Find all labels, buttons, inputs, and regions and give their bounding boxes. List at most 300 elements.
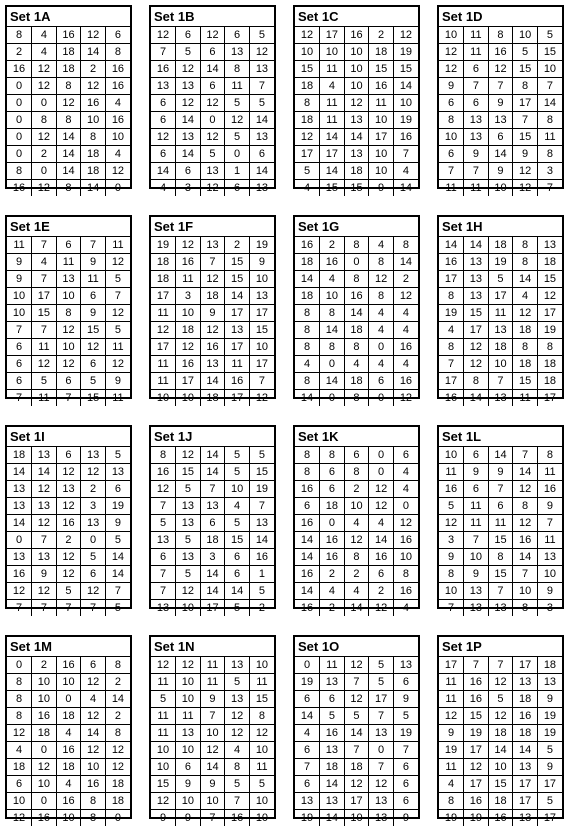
set-box (437, 425, 564, 609)
table-cell: 2 (32, 146, 57, 163)
table-cell: 17 (439, 373, 464, 390)
table-row (295, 390, 418, 407)
table-row (7, 339, 130, 356)
table-cell: 5 (151, 691, 176, 708)
table-cell: 13 (225, 322, 250, 339)
table-cell: 10 (32, 691, 57, 708)
table-row (7, 742, 130, 759)
table-cell: 6 (105, 481, 130, 498)
set-box (293, 5, 420, 189)
table-cell: 5 (225, 95, 250, 112)
table-cell: 14 (105, 549, 130, 566)
table-cell: 9 (393, 691, 418, 708)
table-cell: 8 (344, 390, 369, 407)
table-cell: 0 (7, 657, 32, 674)
table-cell: 14 (369, 532, 394, 549)
table-cell: 13 (488, 322, 513, 339)
table-cell: 18 (295, 78, 320, 95)
table-row (439, 691, 562, 708)
table-cell: 0 (105, 810, 130, 826)
table-cell: 14 (200, 464, 225, 481)
table-cell: 8 (439, 112, 464, 129)
table-row (295, 583, 418, 600)
set-values-table (295, 27, 418, 196)
table-cell: 11 (151, 674, 176, 691)
table-cell: 13 (344, 112, 369, 129)
table-cell: 9 (537, 691, 562, 708)
table-cell: 5 (439, 498, 464, 515)
table-row (151, 810, 274, 826)
table-cell: 14 (225, 583, 250, 600)
table-cell: 3 (176, 288, 201, 305)
table-row (439, 742, 562, 759)
table-cell: 16 (320, 725, 345, 742)
table-cell: 11 (320, 95, 345, 112)
table-cell: 4 (320, 78, 345, 95)
table-cell: 16 (295, 566, 320, 583)
table-cell: 5 (344, 708, 369, 725)
table-cell: 19 (249, 481, 274, 498)
table-cell: 14 (295, 583, 320, 600)
table-cell: 6 (81, 356, 106, 373)
set-box (437, 215, 564, 399)
table-cell: 17 (537, 305, 562, 322)
table-cell: 11 (439, 180, 464, 197)
table-cell: 0 (295, 657, 320, 674)
table-row (295, 532, 418, 549)
table-cell: 19 (249, 237, 274, 254)
table-cell: 12 (249, 725, 274, 742)
table-cell: 9 (200, 776, 225, 793)
table-cell: 19 (439, 305, 464, 322)
table-cell: 12 (32, 129, 57, 146)
table-row (7, 112, 130, 129)
table-cell: 14 (320, 373, 345, 390)
table-cell: 13 (320, 742, 345, 759)
table-cell: 4 (56, 776, 81, 793)
table-row (7, 691, 130, 708)
set-title: Set 1H (439, 217, 562, 237)
table-cell: 19 (439, 810, 464, 826)
table-cell: 2 (249, 600, 274, 617)
set-title: Set 1D (439, 7, 562, 27)
table-cell: 8 (56, 112, 81, 129)
table-cell: 8 (513, 600, 538, 617)
table-row (7, 27, 130, 44)
table-cell: 3 (200, 549, 225, 566)
table-cell: 0 (320, 356, 345, 373)
set-title: Set 1B (151, 7, 274, 27)
table-row (151, 288, 274, 305)
table-cell: 1 (249, 566, 274, 583)
table-cell: 9 (176, 776, 201, 793)
table-cell: 5 (105, 532, 130, 549)
table-row (295, 708, 418, 725)
table-row (151, 271, 274, 288)
table-cell: 13 (225, 691, 250, 708)
table-row (439, 112, 562, 129)
table-cell: 6 (320, 691, 345, 708)
table-cell: 0 (32, 793, 57, 810)
table-cell: 11 (7, 237, 32, 254)
table-cell: 10 (176, 600, 201, 617)
table-cell: 14 (464, 390, 489, 407)
table-cell: 10 (151, 390, 176, 407)
table-cell: 16 (56, 657, 81, 674)
table-cell: 16 (320, 254, 345, 271)
table-cell: 8 (488, 549, 513, 566)
table-row (439, 339, 562, 356)
table-cell: 8 (81, 129, 106, 146)
table-cell: 10 (369, 163, 394, 180)
table-cell: 17 (225, 339, 250, 356)
table-cell: 8 (513, 78, 538, 95)
table-cell: 14 (513, 549, 538, 566)
table-row (439, 271, 562, 288)
table-cell: 12 (176, 237, 201, 254)
table-cell: 9 (537, 759, 562, 776)
table-row (151, 725, 274, 742)
table-cell: 13 (464, 600, 489, 617)
table-cell: 16 (200, 339, 225, 356)
table-cell: 11 (537, 129, 562, 146)
table-cell: 14 (320, 163, 345, 180)
table-cell: 10 (464, 549, 489, 566)
table-cell: 13 (176, 515, 201, 532)
table-cell: 17 (513, 776, 538, 793)
table-cell: 10 (249, 271, 274, 288)
table-cell: 14 (344, 129, 369, 146)
table-row (295, 180, 418, 197)
table-cell: 4 (320, 271, 345, 288)
table-cell: 15 (249, 464, 274, 481)
table-row (7, 322, 130, 339)
table-cell: 12 (105, 742, 130, 759)
table-cell: 12 (105, 356, 130, 373)
table-cell: 14 (200, 447, 225, 464)
table-row (7, 356, 130, 373)
table-row (295, 78, 418, 95)
table-cell: 18 (513, 322, 538, 339)
table-row (151, 776, 274, 793)
table-cell: 13 (488, 112, 513, 129)
table-cell: 18 (56, 44, 81, 61)
table-cell: 7 (439, 600, 464, 617)
table-cell: 9 (439, 78, 464, 95)
table-cell: 13 (105, 464, 130, 481)
table-cell: 10 (176, 390, 201, 407)
table-cell: 3 (439, 532, 464, 549)
table-cell: 6 (320, 464, 345, 481)
table-cell: 11 (32, 390, 57, 407)
table-cell: 8 (56, 180, 81, 197)
table-row (439, 44, 562, 61)
table-cell: 13 (200, 163, 225, 180)
table-cell: 6 (393, 759, 418, 776)
table-cell: 12 (369, 776, 394, 793)
table-cell: 6 (225, 180, 250, 197)
table-cell: 12 (81, 27, 106, 44)
table-cell: 13 (176, 129, 201, 146)
table-cell: 7 (488, 78, 513, 95)
table-cell: 11 (513, 390, 538, 407)
table-cell: 2 (320, 600, 345, 617)
table-cell: 6 (7, 373, 32, 390)
table-cell: 12 (513, 515, 538, 532)
table-cell: 6 (176, 759, 201, 776)
table-cell: 8 (295, 447, 320, 464)
table-cell: 17 (369, 691, 394, 708)
table-cell: 13 (225, 657, 250, 674)
table-cell: 8 (369, 288, 394, 305)
table-cell: 8 (56, 78, 81, 95)
set-title: Set 1P (439, 637, 562, 657)
table-cell: 12 (105, 254, 130, 271)
table-cell: 4 (369, 322, 394, 339)
table-cell: 8 (439, 793, 464, 810)
table-cell: 15 (81, 390, 106, 407)
table-cell: 12 (513, 305, 538, 322)
table-cell: 18 (7, 447, 32, 464)
table-cell: 7 (344, 742, 369, 759)
table-cell: 18 (295, 112, 320, 129)
table-cell: 11 (249, 674, 274, 691)
set-box (149, 425, 276, 609)
table-cell: 18 (513, 356, 538, 373)
table-row (151, 163, 274, 180)
table-cell: 16 (151, 61, 176, 78)
table-cell: 14 (464, 237, 489, 254)
table-cell: 18 (105, 776, 130, 793)
table-cell: 13 (249, 515, 274, 532)
table-cell: 3 (537, 163, 562, 180)
table-cell: 11 (81, 271, 106, 288)
table-cell: 17 (537, 810, 562, 826)
table-cell: 14 (295, 532, 320, 549)
table-cell: 6 (176, 163, 201, 180)
table-cell: 14 (344, 600, 369, 617)
table-cell: 12 (56, 566, 81, 583)
table-cell: 10 (249, 793, 274, 810)
table-cell: 6 (56, 237, 81, 254)
table-row (439, 549, 562, 566)
table-row (439, 95, 562, 112)
set-title: Set 1F (151, 217, 274, 237)
table-cell: 19 (295, 810, 320, 826)
table-cell: 10 (32, 674, 57, 691)
table-cell: 14 (344, 725, 369, 742)
table-cell: 14 (105, 691, 130, 708)
table-row (7, 390, 130, 407)
table-cell: 2 (369, 583, 394, 600)
table-cell: 10 (7, 793, 32, 810)
set-title: Set 1G (295, 217, 418, 237)
table-cell: 14 (513, 464, 538, 481)
table-row (295, 657, 418, 674)
table-row (439, 373, 562, 390)
table-cell: 10 (176, 691, 201, 708)
table-cell: 8 (344, 464, 369, 481)
table-cell: 12 (344, 691, 369, 708)
table-cell: 12 (393, 288, 418, 305)
table-cell: 15 (225, 532, 250, 549)
table-cell: 6 (56, 373, 81, 390)
table-cell: 9 (7, 254, 32, 271)
table-cell: 12 (56, 95, 81, 112)
table-row (151, 305, 274, 322)
table-cell: 5 (225, 776, 250, 793)
table-row (295, 237, 418, 254)
table-row (295, 759, 418, 776)
table-cell: 7 (513, 566, 538, 583)
table-cell: 13 (249, 180, 274, 197)
table-cell: 12 (7, 583, 32, 600)
table-cell: 6 (320, 481, 345, 498)
table-cell: 13 (249, 129, 274, 146)
table-row (439, 657, 562, 674)
table-cell: 1 (225, 163, 250, 180)
table-cell: 13 (200, 498, 225, 515)
table-cell: 10 (344, 498, 369, 515)
table-cell: 7 (393, 742, 418, 759)
table-row (151, 759, 274, 776)
set-title: Set 1I (7, 427, 130, 447)
table-cell: 2 (32, 657, 57, 674)
table-cell: 8 (81, 810, 106, 826)
table-cell: 4 (393, 481, 418, 498)
table-cell: 7 (105, 583, 130, 600)
set-title: Set 1M (7, 637, 130, 657)
table-cell: 15 (151, 776, 176, 793)
table-cell: 4 (344, 515, 369, 532)
table-cell: 6 (151, 549, 176, 566)
table-cell: 10 (439, 583, 464, 600)
table-cell: 7 (249, 78, 274, 95)
table-cell: 15 (464, 708, 489, 725)
table-cell: 7 (32, 532, 57, 549)
table-cell: 7 (464, 78, 489, 95)
table-row (7, 95, 130, 112)
table-row (7, 708, 130, 725)
table-row (7, 129, 130, 146)
table-cell: 17 (32, 288, 57, 305)
table-cell: 7 (369, 759, 394, 776)
table-cell: 4 (369, 356, 394, 373)
table-cell: 12 (105, 163, 130, 180)
table-row (295, 793, 418, 810)
table-cell: 6 (464, 447, 489, 464)
table-row (295, 447, 418, 464)
table-cell: 4 (393, 163, 418, 180)
table-cell: 11 (464, 515, 489, 532)
table-row (439, 305, 562, 322)
table-row (439, 759, 562, 776)
table-cell: 0 (320, 390, 345, 407)
table-cell: 17 (344, 793, 369, 810)
set-values-table (439, 237, 562, 406)
table-cell: 17 (320, 27, 345, 44)
table-cell: 18 (369, 44, 394, 61)
table-cell: 13 (32, 498, 57, 515)
table-cell: 14 (56, 146, 81, 163)
table-cell: 10 (320, 288, 345, 305)
table-cell: 11 (151, 373, 176, 390)
table-cell: 16 (7, 566, 32, 583)
table-cell: 0 (105, 180, 130, 197)
table-cell: 7 (200, 708, 225, 725)
table-cell: 14 (513, 271, 538, 288)
table-row (151, 657, 274, 674)
table-cell: 8 (513, 498, 538, 515)
table-row (7, 566, 130, 583)
set-values-table (151, 657, 274, 826)
sets-grid (5, 5, 567, 820)
table-row (439, 515, 562, 532)
table-cell: 4 (393, 305, 418, 322)
table-cell: 11 (537, 464, 562, 481)
table-cell: 17 (537, 390, 562, 407)
set-title: Set 1N (151, 637, 274, 657)
table-cell: 8 (225, 61, 250, 78)
table-cell: 18 (200, 532, 225, 549)
table-cell: 6 (369, 566, 394, 583)
table-cell: 0 (369, 447, 394, 464)
table-cell: 7 (464, 163, 489, 180)
table-cell: 12 (249, 44, 274, 61)
set-values-table (7, 447, 130, 616)
table-cell: 16 (320, 532, 345, 549)
table-cell: 18 (488, 237, 513, 254)
table-cell: 6 (393, 776, 418, 793)
table-row (151, 515, 274, 532)
table-row (295, 339, 418, 356)
table-row (7, 532, 130, 549)
table-cell: 13 (32, 549, 57, 566)
table-cell: 6 (81, 288, 106, 305)
table-row (7, 759, 130, 776)
table-cell: 15 (488, 776, 513, 793)
table-cell: 8 (7, 708, 32, 725)
table-row (7, 305, 130, 322)
set-box (437, 5, 564, 189)
table-cell: 4 (369, 515, 394, 532)
table-cell: 14 (200, 566, 225, 583)
table-cell: 17 (225, 390, 250, 407)
table-row (7, 61, 130, 78)
table-row (439, 447, 562, 464)
table-cell: 6 (393, 793, 418, 810)
table-row (151, 464, 274, 481)
set-values-table (151, 447, 274, 616)
table-cell: 11 (151, 356, 176, 373)
table-row (295, 691, 418, 708)
table-cell: 9 (439, 549, 464, 566)
table-cell: 5 (249, 27, 274, 44)
table-cell: 18 (151, 271, 176, 288)
table-cell: 18 (537, 373, 562, 390)
table-cell: 12 (176, 447, 201, 464)
table-cell: 8 (7, 691, 32, 708)
table-cell: 7 (200, 810, 225, 826)
table-cell: 7 (464, 657, 489, 674)
table-cell: 5 (176, 44, 201, 61)
table-row (151, 447, 274, 464)
table-cell: 12 (249, 390, 274, 407)
table-cell: 6 (81, 657, 106, 674)
table-cell: 16 (369, 549, 394, 566)
table-cell: 2 (369, 27, 394, 44)
table-cell: 6 (488, 129, 513, 146)
